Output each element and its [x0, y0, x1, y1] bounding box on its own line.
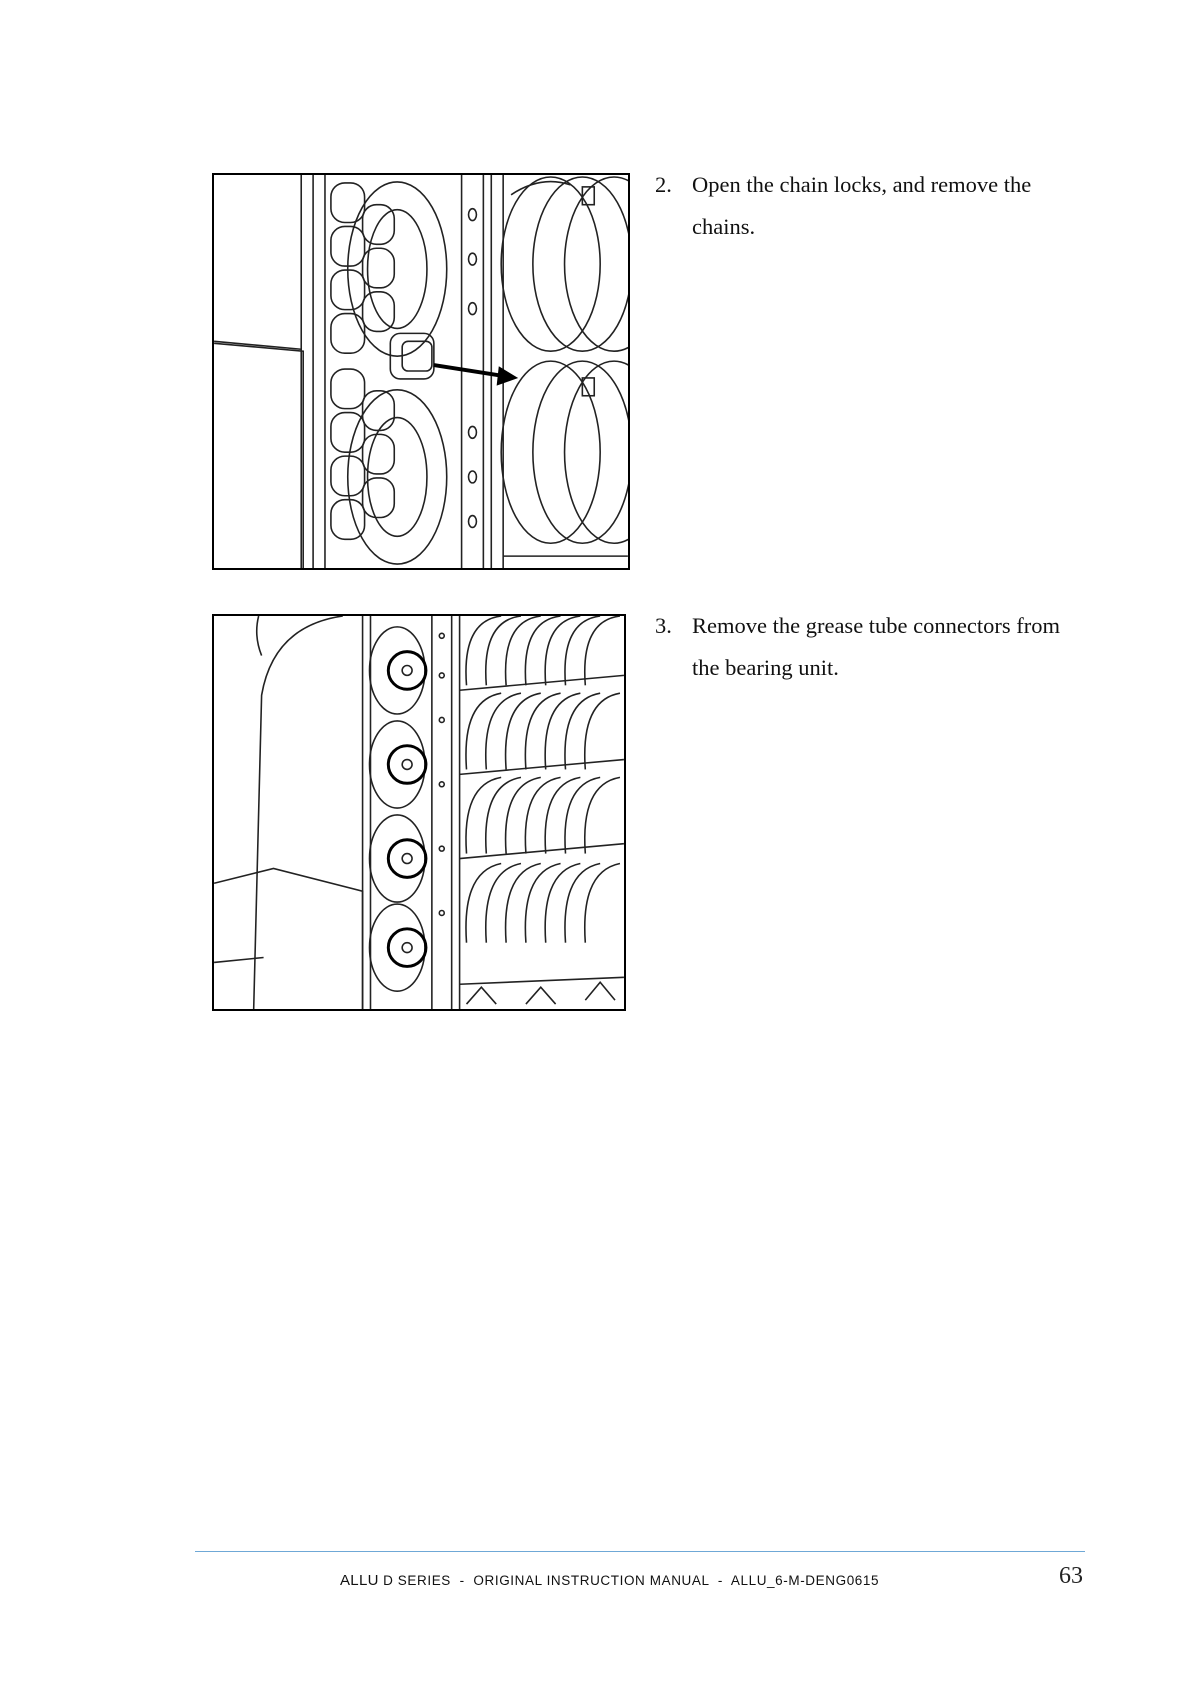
step-2-text: Open the chain locks, and remove the chains.: [692, 172, 1032, 239]
step-3: [655, 605, 1092, 689]
footer-rule: [195, 1551, 1085, 1552]
step-3-text: Remove the grease tube connectors from the bearing unit.: [692, 613, 1060, 680]
footer-brand: ALLU: [340, 1572, 379, 1589]
figure-chain-locks: [212, 173, 630, 570]
step-3-number: 3.: [655, 613, 672, 638]
direction-arrow: [434, 365, 517, 385]
step-2: [655, 164, 1092, 248]
figure-grease-connectors: [212, 614, 626, 1011]
bearing-unit-illustration: [214, 616, 624, 1009]
chain-links: [331, 183, 394, 539]
footer-manual-id: D SERIES - ORIGINAL INSTRUCTION MANUAL - ALLU_6-M-DENG0615: [378, 1573, 880, 1588]
page-number: 63: [1059, 1563, 1083, 1589]
footer-title: [340, 1572, 879, 1589]
rotor-discs: [460, 616, 624, 984]
grease-connector-markers: [388, 652, 426, 967]
step-2-number: 2.: [655, 172, 672, 197]
chain-drive-illustration: [214, 175, 628, 568]
